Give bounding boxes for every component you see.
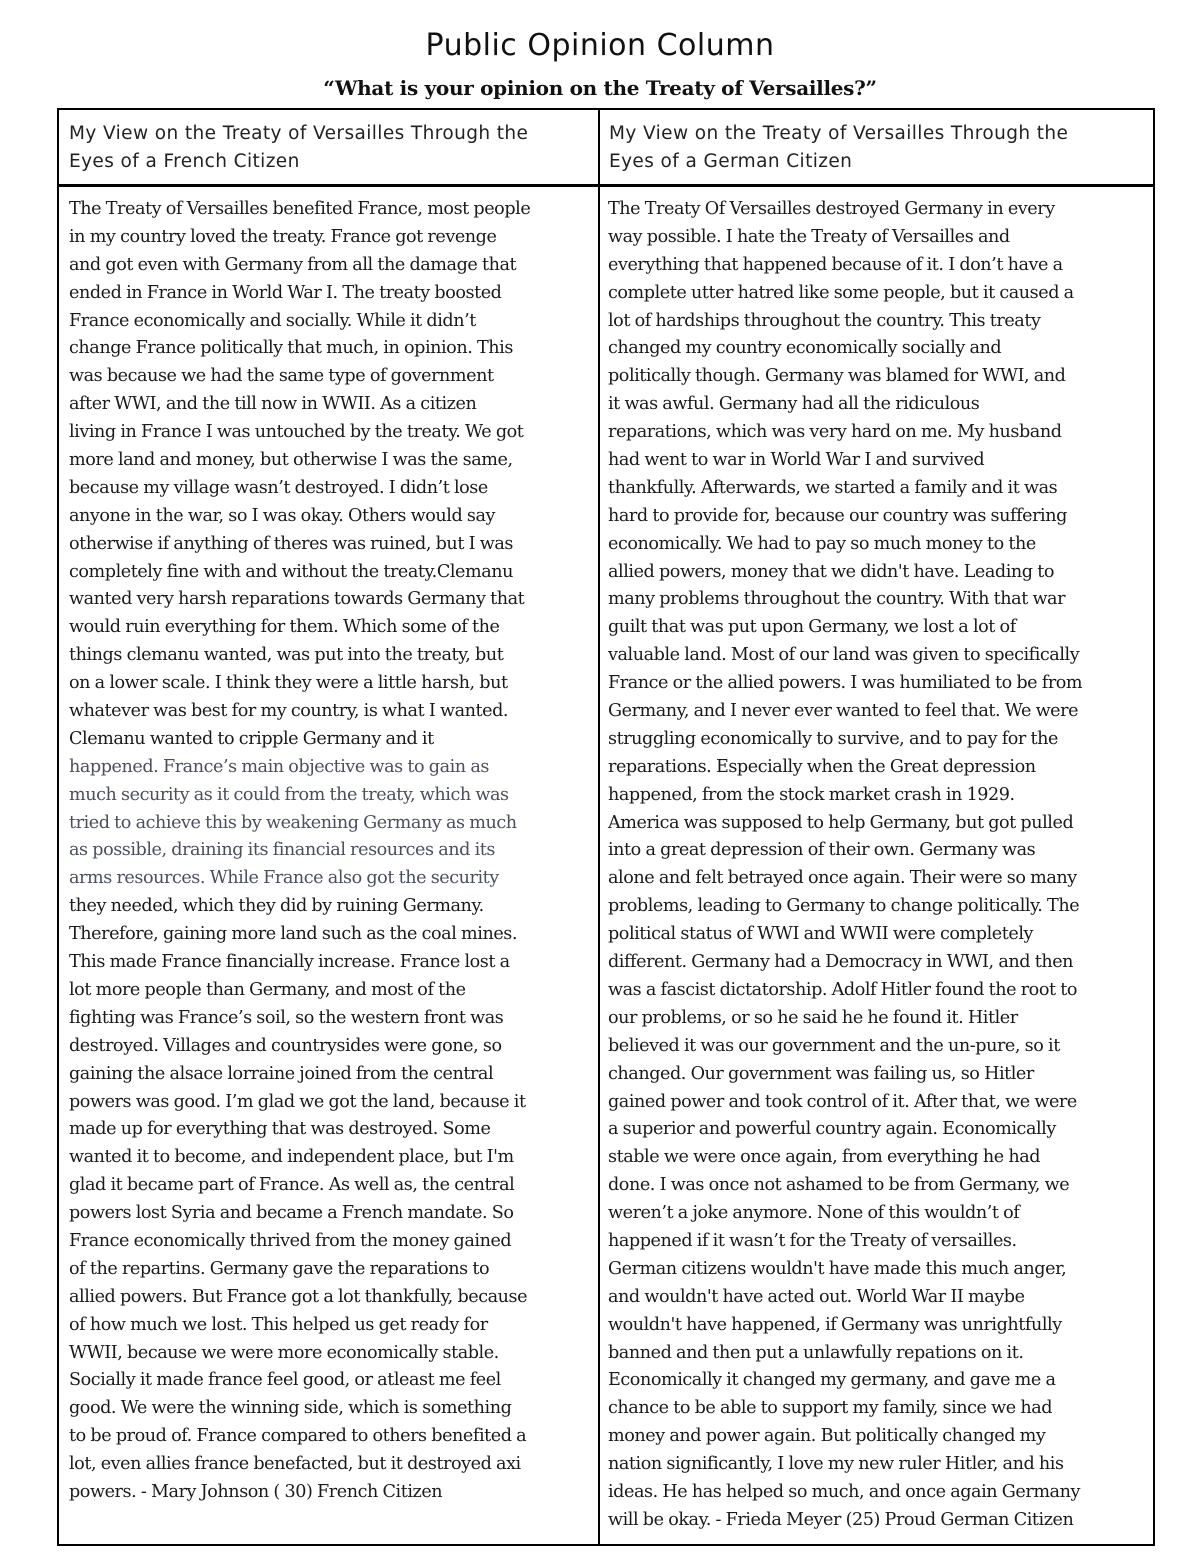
opinion-text-line: The Treaty Of Versailles destroyed Germany in every: [608, 199, 1055, 219]
opinion-text-line: because my village wasn’t destroyed. I didn’t lose: [69, 477, 488, 498]
opinion-text-line: Germany, and I never ever wanted to feel that. We were: [608, 701, 1079, 722]
opinion-text-line: alone and felt betrayed once again. Their were so many: [608, 868, 1077, 889]
opinion-text-line: arms resources. While France also got the security: [69, 868, 499, 889]
opinion-text-line: reparations, which was very hard on me. My husband: [608, 422, 1062, 443]
opinion-text-line: living in France I was untouched by the treaty. We got: [69, 422, 524, 443]
opinion-text-line: lot of hardships throughout the country. This treaty: [608, 310, 1041, 331]
opinion-text-line: ideas. He has helped so much, and once again Germany: [608, 1481, 1080, 1502]
opinion-text-line: different. Germany had a Democracy in WWI, and then: [608, 952, 1074, 973]
opinion-text-line: a superior and powerful country again. Economically: [608, 1119, 1056, 1140]
opinion-text-line: made up for everything that was destroyed. Some: [69, 1119, 491, 1140]
opinion-text-line: ended in France in World War I. The treaty boosted: [69, 282, 502, 303]
opinion-text-line: after WWI, and the till now in WWII. As a citizen: [69, 394, 477, 415]
opinion-text-line: tried to achieve this by weakening Germany as much: [69, 812, 517, 833]
header-line: Eyes of a French Citizen: [69, 150, 300, 172]
german-column-header: [609, 120, 1144, 176]
opinion-text-line: money and power again. But politically changed my: [608, 1426, 1046, 1447]
opinion-text-line: politically though. Germany was blamed for WWI, and: [608, 366, 1066, 387]
opinion-table: [57, 108, 1155, 1546]
opinion-text-line: as possible, draining its financial resources and its: [69, 840, 495, 861]
opinion-text-line: happened, from the stock market crash in 1929.: [608, 784, 1015, 805]
opinion-text-line: our problems, or so he said he he found it. Hitler: [608, 1007, 1018, 1028]
opinion-text-line: German citizens wouldn't have made this much anger,: [608, 1258, 1067, 1279]
opinion-text-line: France economically thrived from the money gained: [69, 1230, 512, 1251]
opinion-text-line: problems, leading to Germany to change politically. The: [608, 896, 1080, 917]
opinion-text-line: Economically it changed my germany, and gave me a: [608, 1370, 1056, 1391]
opinion-text-line: changed. Our government was failing us, so Hitler: [608, 1063, 1034, 1084]
page-title: Public Opinion Column: [425, 28, 775, 63]
opinion-text-line: had went to war in World War I and survived: [608, 450, 985, 471]
opinion-text-line: hard to provide for, because our country was suffering: [608, 505, 1067, 526]
opinion-text-line: was because we had the same type of government: [69, 366, 494, 387]
opinion-text-line: of the repartins. Germany gave the reparations to: [69, 1258, 490, 1279]
opinion-text-line: otherwise if anything of theres was ruined, but I was: [69, 533, 513, 554]
opinion-text-line: Socially it made france feel good, or atleast me feel: [69, 1370, 501, 1391]
opinion-text-line: powers was good. I’m glad we got the land, because it: [69, 1091, 526, 1112]
opinion-text-line: completely fine with and without the treaty.Clemanu: [69, 561, 514, 582]
opinion-text-line: and got even with Germany from all the damage that: [69, 254, 517, 275]
header-line: My View on the Treaty of Versailles Through the: [69, 123, 529, 144]
french-column-header: [69, 120, 589, 176]
opinion-text-line: it was awful. Germany had all the ridiculous: [608, 394, 980, 415]
opinion-text-line: happened. France’s main objective was to gain as: [69, 756, 489, 777]
opinion-text-line: banned and then put a unlawfully repations on it.: [608, 1342, 1024, 1363]
opinion-text-line: fighting was France’s soil, so the western front was: [69, 1007, 504, 1028]
opinion-text-line: This made France financially increase. France lost a: [69, 952, 510, 973]
opinion-text-line: done. I was once not ashamed to be from Germany, we: [608, 1175, 1070, 1196]
opinion-text-line: change France politically that much, in opinion. This: [69, 338, 513, 359]
opinion-text-line: more land and money, but otherwise I was the same,: [69, 450, 513, 471]
opinion-text-line: would ruin everything for them. Which some of the: [69, 617, 500, 638]
opinion-text-line: glad it became part of France. As well as, the central: [69, 1175, 515, 1196]
opinion-text-line: into a great depression of their own. Germany was: [608, 840, 1036, 861]
opinion-text-line: nation significantly, I love my new ruler Hitler, and his: [608, 1454, 1064, 1475]
opinion-text-line: way possible. I hate the Treaty of Versailles and: [608, 226, 1010, 247]
opinion-text-line: political status of WWI and WWII were completely: [608, 924, 1033, 945]
table-header-row: [59, 110, 1153, 187]
opinion-text-line: they needed, which they did by ruining Germany.: [69, 896, 484, 917]
opinion-text-line: weren’t a joke anymore. None of this wouldn’t of: [608, 1203, 1020, 1224]
opinion-text-line: wouldn't have happened, if Germany was unrightfully: [608, 1314, 1062, 1335]
page-subtitle: “What is your opinion on the Treaty of Versailles?”: [323, 76, 877, 100]
opinion-text-line: economically. We had to pay so much money to the: [608, 533, 1036, 554]
opinion-text-line: things clemanu wanted, was put into the treaty, but: [69, 645, 504, 666]
opinion-text-line: destroyed. Villages and countrysides were gone, so: [69, 1035, 502, 1056]
opinion-text-line: stable we were once again, from everything he had: [608, 1147, 1041, 1168]
opinion-text-line: Clemanu wanted to cripple Germany and it: [69, 728, 434, 749]
opinion-text-line: chance to be able to support my family, since we had: [608, 1398, 1053, 1419]
column-divider: [598, 110, 600, 1544]
opinion-text-line: lot more people than Germany, and most of the: [69, 979, 466, 1000]
opinion-text-line: powers lost Syria and became a French mandate. So: [69, 1203, 514, 1224]
opinion-text-line: powers. - Mary Johnson ( 30) French Citizen: [69, 1481, 443, 1502]
opinion-text-line: many problems throughout the country. With that war: [608, 589, 1066, 610]
opinion-text-line: America was supposed to help Germany, but got pulled: [608, 812, 1074, 833]
opinion-text-line: and wouldn't have acted out. World War II maybe: [608, 1286, 1025, 1307]
header-line: My View on the Treaty of Versailles Through the: [609, 123, 1069, 144]
opinion-text-line: The Treaty of Versailles benefited France, most people: [69, 199, 531, 219]
opinion-text-line: anyone in the war, so I was okay. Others would say: [69, 505, 496, 526]
opinion-text-line: believed it was our government and the un-pure, so it: [608, 1035, 1060, 1056]
opinion-text-line: to be proud of. France compared to others benefited a: [69, 1426, 527, 1447]
opinion-text-line: wanted it to become, and independent place, but I'm: [69, 1147, 514, 1168]
opinion-text-line: Therefore, gaining more land such as the coal mines.: [69, 924, 518, 945]
header-line: Eyes of a German Citizen: [609, 150, 853, 172]
opinion-text-line: gaining the alsace lorraine joined from the central: [69, 1063, 494, 1084]
opinion-text-line: everything that happened because of it. I don’t have a: [608, 254, 1063, 275]
opinion-text-line: thankfully. Afterwards, we started a family and it was: [608, 477, 1058, 498]
opinion-text-line: France economically and socially. While it didn’t: [69, 310, 476, 331]
opinion-text-line: gained power and took control of it. After that, we were: [608, 1091, 1077, 1112]
opinion-text-line: good. We were the winning side, which is something: [69, 1398, 512, 1419]
french-citizen-opinion: [69, 196, 591, 1507]
opinion-text-line: happened if it wasn’t for the Treaty of versailles.: [608, 1230, 1017, 1251]
opinion-text-line: much security as it could from the treaty, which was: [69, 784, 509, 805]
opinion-text-line: in my country loved the treaty. France got revenge: [69, 226, 497, 247]
opinion-text-line: was a fascist dictatorship. Adolf Hitler found the root to: [608, 979, 1077, 1000]
opinion-text-line: allied powers. But France got a lot thankfully, because: [69, 1286, 528, 1307]
opinion-text-line: WWII, because we were more economically stable.: [69, 1342, 499, 1363]
german-citizen-opinion: [608, 196, 1148, 1535]
opinion-text-line: complete utter hatred like some people, but it caused a: [608, 282, 1074, 303]
opinion-text-line: of how much we lost. This helped us get ready for: [69, 1314, 488, 1335]
opinion-text-line: changed my country economically socially and: [608, 338, 1002, 359]
opinion-text-line: will be okay. - Frieda Meyer (25) Proud German Citizen: [608, 1509, 1074, 1530]
opinion-text-line: France or the allied powers. I was humiliated to be from: [608, 673, 1083, 694]
opinion-text-line: whatever was best for my country, is what I wanted.: [69, 701, 509, 722]
opinion-text-line: lot, even allies france benefacted, but it destroyed axi: [69, 1454, 521, 1475]
opinion-text-line: valuable land. Most of our land was given to specifically: [608, 645, 1080, 666]
opinion-text-line: struggling economically to survive, and to pay for the: [608, 728, 1058, 749]
opinion-text-line: reparations. Especially when the Great depression: [608, 756, 1036, 777]
opinion-text-line: guilt that was put upon Germany, we lost a lot of: [608, 617, 1016, 638]
opinion-text-line: wanted very harsh reparations towards Germany that: [69, 589, 525, 610]
opinion-text-line: on a lower scale. I think they were a little harsh, but: [69, 673, 508, 694]
opinion-text-line: allied powers, money that we didn't have. Leading to: [608, 561, 1055, 582]
